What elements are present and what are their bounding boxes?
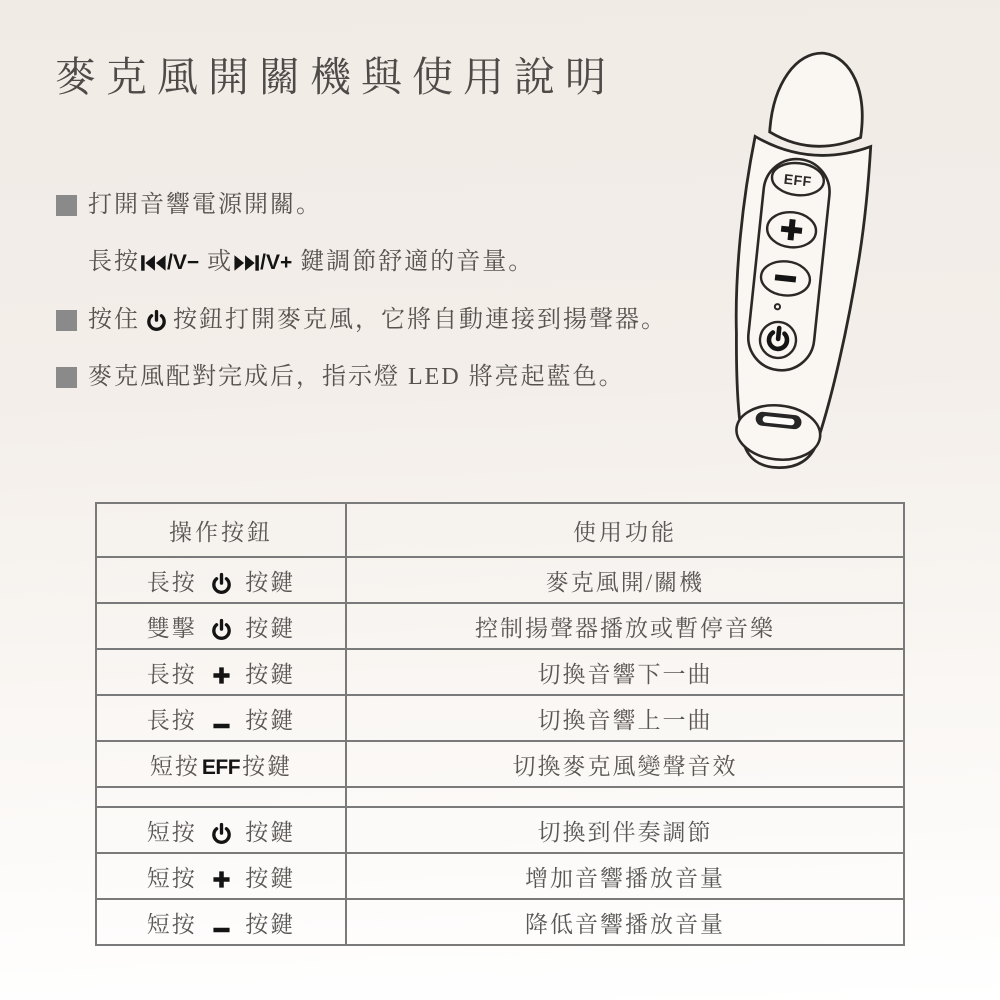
- text-segment: 鍵調節舒適的音量。: [292, 249, 535, 275]
- function-cell: 切換音響下一曲: [346, 649, 904, 695]
- bullet-square-icon: [56, 195, 77, 216]
- plus-icon: [212, 870, 231, 889]
- function-cell: 切換音響上一曲: [346, 695, 904, 741]
- minus-icon: [212, 925, 231, 935]
- table-row: [96, 557, 904, 603]
- action-cell: [96, 899, 346, 945]
- function-cell: 控制揚聲器播放或暫停音樂: [346, 603, 904, 649]
- table-row: [96, 899, 904, 945]
- instruction-bullet: [56, 245, 706, 280]
- eff-button-label: EFF: [201, 755, 241, 779]
- action-suffix: 按鍵: [237, 661, 296, 687]
- operation-table: [95, 502, 905, 946]
- text-segment: 按住: [88, 307, 140, 333]
- action-prefix: 短按: [146, 911, 205, 937]
- function-cell: 增加音響播放音量: [346, 853, 904, 899]
- table-row: [96, 807, 904, 853]
- action-cell: [96, 853, 346, 899]
- spacer-cell: [346, 787, 904, 807]
- spacer-row: [96, 787, 904, 807]
- plus-icon: [212, 666, 231, 685]
- action-cell: [96, 557, 346, 603]
- action-cell: [96, 807, 346, 853]
- instruction-text: [88, 360, 625, 394]
- table-row: [96, 853, 904, 899]
- page-title: 麥克風開關機與使用說明: [55, 54, 616, 100]
- action-suffix: 按鍵: [237, 615, 296, 641]
- instruction-bullet: [56, 303, 706, 337]
- action-cell: [96, 603, 346, 649]
- text-segment: 按鈕打開麥克風，它將自動連接到揚聲器。: [173, 307, 667, 333]
- text-segment: 或: [199, 249, 234, 275]
- text-segment: 長按: [88, 249, 140, 275]
- key-label: /V−: [167, 251, 200, 274]
- power-icon: [210, 572, 233, 595]
- previous-track-icon: [140, 254, 167, 272]
- power-icon: [145, 309, 168, 332]
- instruction-bullet: [56, 360, 706, 394]
- action-prefix: 短按: [149, 753, 200, 779]
- power-icon: [210, 618, 233, 641]
- column-header-action: 操作按鈕: [96, 503, 346, 557]
- table-row: [96, 649, 904, 695]
- led-indicator: [775, 304, 781, 310]
- action-prefix: 短按: [146, 865, 205, 891]
- action-suffix: 按鍵: [242, 753, 293, 779]
- action-suffix: 按鍵: [237, 707, 296, 733]
- mic-head: [769, 48, 870, 151]
- table-row: [96, 603, 904, 649]
- action-cell: [96, 695, 346, 741]
- action-prefix: 長按: [146, 661, 205, 687]
- function-cell: 降低音響播放音量: [346, 899, 904, 945]
- bullet-square-icon: [56, 310, 77, 331]
- action-cell: [96, 741, 346, 787]
- minus-icon: [212, 721, 231, 731]
- table-row: [96, 741, 904, 787]
- action-suffix: 按鍵: [237, 865, 296, 891]
- spacer-cell: [96, 787, 346, 807]
- action-prefix: 雙擊: [146, 615, 205, 641]
- function-cell: 麥克風開/關機: [346, 557, 904, 603]
- text-segment: 打開音響電源開關。: [88, 192, 322, 218]
- key-label: /V+: [260, 251, 293, 274]
- instruction-list: [56, 188, 706, 417]
- action-suffix: 按鍵: [237, 569, 296, 595]
- action-prefix: 長按: [146, 569, 205, 595]
- text-segment: 麥克風配對完成后，指示燈 LED 將亮起藍色。: [88, 364, 625, 390]
- bullet-square-icon: [56, 367, 77, 388]
- action-suffix: 按鍵: [237, 819, 296, 845]
- function-cell: 切換麥克風變聲音效: [346, 741, 904, 787]
- instruction-bullet: [56, 188, 706, 222]
- action-suffix: 按鍵: [237, 911, 296, 937]
- microphone-illustration: [697, 40, 912, 476]
- action-cell: [96, 649, 346, 695]
- power-icon: [210, 822, 233, 845]
- action-prefix: 短按: [146, 819, 205, 845]
- instruction-text: [88, 303, 667, 337]
- next-track-icon: [233, 254, 260, 272]
- minus-icon: [775, 277, 796, 279]
- eff-button-label: EFF: [783, 170, 813, 190]
- function-cell: 切換到伴奏調節: [346, 807, 904, 853]
- instruction-text: [88, 188, 322, 222]
- table-row: [96, 695, 904, 741]
- instruction-text: [88, 245, 534, 280]
- action-prefix: 長按: [146, 707, 205, 733]
- column-header-function: 使用功能: [346, 503, 904, 557]
